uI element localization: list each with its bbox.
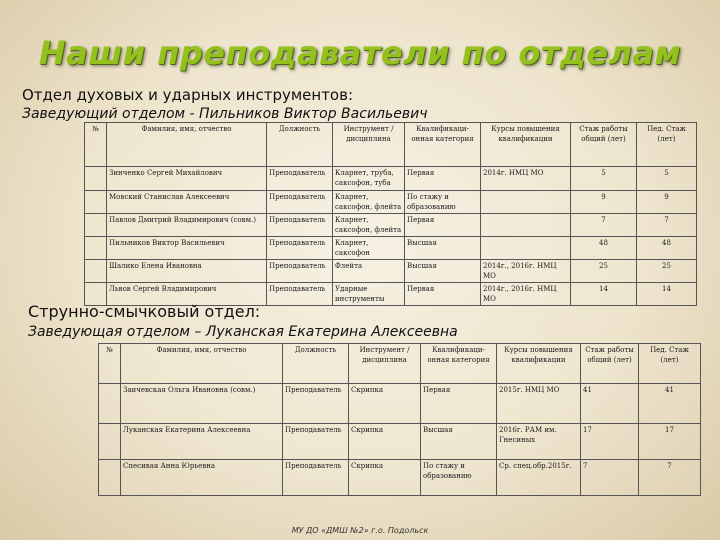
table-cell-total: 41 (581, 384, 639, 424)
table-cell-instrument: Скрипка (349, 424, 421, 460)
table-cell-position: Преподаватель (267, 191, 333, 214)
table-cell-no (99, 384, 121, 424)
table-cell-instrument: Скрипка (349, 460, 421, 496)
table-cell-no (85, 237, 107, 260)
table-cell-instrument: Ударные инструменты (333, 283, 405, 306)
strings-department-head: Заведующая отделом – Луканская Екатерина Алексеевна (28, 324, 458, 340)
wind-department-head: Заведующий отделом - Пильников Виктор Васильевич (22, 106, 428, 122)
wind-teachers-table (84, 122, 697, 306)
column-header-teaching-experience: Пед. Стаж (лет) (639, 344, 701, 384)
table-cell-ped: 14 (637, 283, 697, 306)
table-cell-name: Пильников Виктор Васильевич (107, 237, 267, 260)
table-cell-instrument: Кларнет, труба, саксофон, туба (333, 167, 405, 191)
table-row (85, 214, 697, 237)
column-header-instrument: Инструмент / дисциплина (349, 344, 421, 384)
table-cell-category: Высшая (405, 237, 481, 260)
table-cell-category: Первая (405, 283, 481, 306)
table-cell-name: Павлов Дмитрий Владимирович (совм.) (107, 214, 267, 237)
strings-teachers-table (98, 343, 701, 496)
table-cell-total: 5 (571, 167, 637, 191)
table-cell-instrument: Кларнет, саксофон, флейта (333, 214, 405, 237)
table-cell-instrument: Кларнет, саксофон (333, 237, 405, 260)
table-cell-ped: 25 (637, 260, 697, 283)
table-cell-courses (481, 237, 571, 260)
table-cell-no (85, 167, 107, 191)
table-cell-courses: 2015г. НМЦ МО (497, 384, 581, 424)
table-cell-ped: 48 (637, 237, 697, 260)
table-cell-position: Преподаватель (267, 237, 333, 260)
table-cell-total: 17 (581, 424, 639, 460)
table-cell-position: Преподаватель (267, 260, 333, 283)
table-cell-total: 7 (581, 460, 639, 496)
table-cell-position: Преподаватель (283, 460, 349, 496)
table-row (85, 237, 697, 260)
table-cell-total: 48 (571, 237, 637, 260)
table-cell-category: По стажу и образованию (421, 460, 497, 496)
table-cell-ped: 7 (639, 460, 701, 496)
table-cell-category: Высшая (405, 260, 481, 283)
table-cell-category: Первая (405, 214, 481, 237)
column-header-teaching-experience: Пед. Стаж (лет) (637, 123, 697, 167)
column-header-number: № (85, 123, 107, 167)
column-header-instrument: Инструмент / дисциплина (333, 123, 405, 167)
table-row (99, 460, 701, 496)
table-cell-no (99, 424, 121, 460)
table-cell-no (85, 214, 107, 237)
table-cell-position: Преподаватель (283, 424, 349, 460)
table-cell-ped: 9 (637, 191, 697, 214)
column-header-number: № (99, 344, 121, 384)
table-cell-courses (481, 214, 571, 237)
table-row (99, 384, 701, 424)
table-cell-courses: 2014г. НМЦ МО (481, 167, 571, 191)
table-cell-name: Мовский Станислав Алексеевич (107, 191, 267, 214)
table-cell-instrument: Флейта (333, 260, 405, 283)
table-cell-position: Преподаватель (267, 214, 333, 237)
column-header-name: Фамилия, имя, отчество (121, 344, 283, 384)
table-header-row (99, 344, 701, 384)
table-cell-position: Преподаватель (267, 283, 333, 306)
table-cell-name: Заичевская Ольга Ивановна (совм.) (121, 384, 283, 424)
column-header-position: Должность (267, 123, 333, 167)
column-header-position: Должность (283, 344, 349, 384)
table-cell-no (85, 191, 107, 214)
column-header-category: Квалификаци-онная категория (405, 123, 481, 167)
table-cell-ped: 7 (637, 214, 697, 237)
slide-title: Наши преподаватели по отделам (38, 34, 682, 72)
table-cell-total: 25 (571, 260, 637, 283)
column-header-total-experience: Стаж работы общий (лет) (581, 344, 639, 384)
table-cell-no (85, 260, 107, 283)
table-cell-ped: 41 (639, 384, 701, 424)
table-row (85, 191, 697, 214)
table-cell-total: 9 (571, 191, 637, 214)
column-header-name: Фамилия, имя, отчество (107, 123, 267, 167)
footer: МУ ДО «ДМШ №2» г.о. Подольск (291, 526, 429, 535)
column-header-courses: Курсы повышения квалификации (481, 123, 571, 167)
table-cell-total: 14 (571, 283, 637, 306)
table-cell-courses: 2014г., 2016г. НМЦ МО (481, 260, 571, 283)
table-row (99, 424, 701, 460)
table-header-row (85, 123, 697, 167)
table-cell-courses: 2014г., 2016г. НМЦ МО (481, 283, 571, 306)
table-row (85, 260, 697, 283)
table-cell-category: Высшая (421, 424, 497, 460)
column-header-total-experience: Стаж работы общий (лет) (571, 123, 637, 167)
table-cell-name: Зинченко Сергей Михайлович (107, 167, 267, 191)
table-cell-courses: 2016г. РАМ им. Гнесиных (497, 424, 581, 460)
table-cell-instrument: Скрипка (349, 384, 421, 424)
strings-department-heading: Струнно-смычковый отдел: (28, 302, 261, 321)
table-cell-instrument: Кларнет, саксофон, флейта (333, 191, 405, 214)
table-cell-courses (481, 191, 571, 214)
table-cell-name: Шалико Елена Ивановна (107, 260, 267, 283)
column-header-category: Квалификаци-онная категория (421, 344, 497, 384)
table-cell-name: Львов Сергей Владимирович (107, 283, 267, 306)
table-cell-category: По стажу и образованию (405, 191, 481, 214)
table-cell-position: Преподаватель (283, 384, 349, 424)
table-cell-ped: 17 (639, 424, 701, 460)
table-cell-ped: 5 (637, 167, 697, 191)
table-cell-category: Первая (405, 167, 481, 191)
table-cell-name: Спесивая Анна Юрьевна (121, 460, 283, 496)
table-cell-category: Первая (421, 384, 497, 424)
column-header-courses: Курсы повышения квалификации (497, 344, 581, 384)
table-cell-courses: Ср. спец.обр.2015г. (497, 460, 581, 496)
table-cell-total: 7 (571, 214, 637, 237)
table-row (85, 167, 697, 191)
table-cell-position: Преподаватель (267, 167, 333, 191)
table-cell-no (99, 460, 121, 496)
table-cell-name: Луканская Екатерина Алексеевна (121, 424, 283, 460)
wind-department-heading: Отдел духовых и ударных инструментов: (22, 86, 354, 104)
